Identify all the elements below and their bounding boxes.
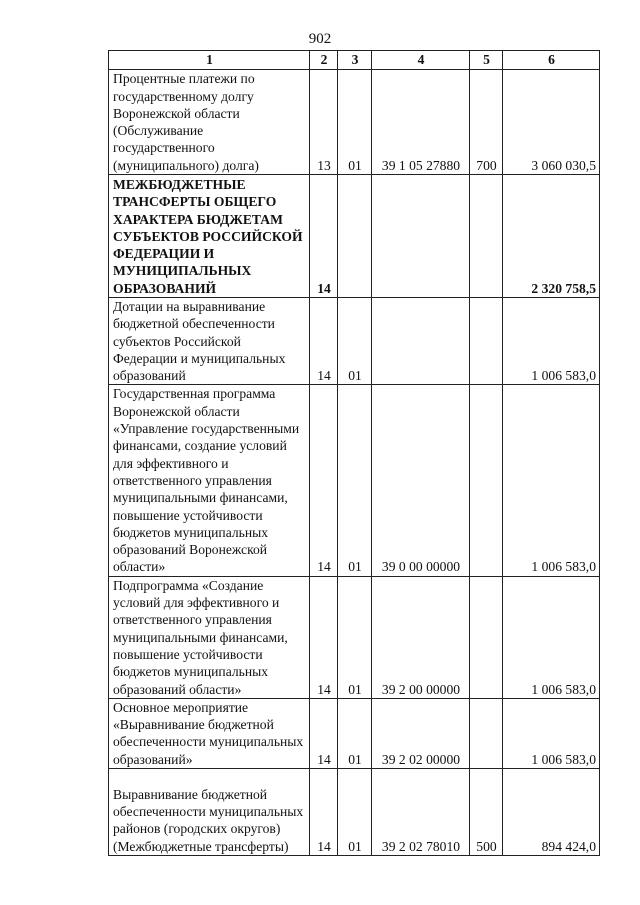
table-row bbox=[109, 385, 600, 576]
row-name: Государственная программа Воронежской области «Управление государственными финансами, создание условий для эффективного и ответственного управления муниципальными финансами, повышение устойчивости бюджетов муниципальных образований Воронежской области» bbox=[109, 385, 310, 576]
header-col-5: 5 bbox=[470, 51, 503, 70]
header-col-4: 4 bbox=[372, 51, 470, 70]
row-expense-type bbox=[470, 698, 503, 768]
table-row bbox=[109, 298, 600, 385]
row-target-article: 39 2 00 00000 bbox=[372, 576, 470, 698]
row-target-article: 39 1 05 27880 bbox=[372, 70, 470, 175]
row-name: Выравнивание бюджетной обеспеченности муниципальных районов (городских округов) (Межбюджетные трансферты) bbox=[109, 769, 310, 856]
row-section: 14 bbox=[310, 769, 338, 856]
row-section: 14 bbox=[310, 298, 338, 385]
row-subsection: 01 bbox=[338, 385, 372, 576]
row-subsection: 01 bbox=[338, 576, 372, 698]
header-col-3: 3 bbox=[338, 51, 372, 70]
table-row bbox=[109, 698, 600, 768]
header-col-2: 2 bbox=[310, 51, 338, 70]
row-section: 14 bbox=[310, 385, 338, 576]
row-name: Подпрограмма «Создание условий для эффективного и ответственного управления муниципальными финансами, повышение устойчивости бюджетов муниципальных образований области» bbox=[109, 576, 310, 698]
row-amount: 1 006 583,0 bbox=[503, 385, 600, 576]
row-amount: 1 006 583,0 bbox=[503, 298, 600, 385]
row-section: 13 bbox=[310, 70, 338, 175]
row-amount: 2 320 758,5 bbox=[503, 175, 600, 298]
row-subsection: 01 bbox=[338, 698, 372, 768]
row-expense-type: 700 bbox=[470, 70, 503, 175]
row-target-article: 39 2 02 78010 bbox=[372, 769, 470, 856]
row-name: МЕЖБЮДЖЕТНЫЕ ТРАНСФЕРТЫ ОБЩЕГО ХАРАКТЕРА БЮДЖЕТАМ СУБЪЕКТОВ РОССИЙСКОЙ ФЕДЕРАЦИИ И МУНИЦИПАЛЬНЫХ ОБРАЗОВАНИЙ bbox=[109, 175, 310, 298]
header-col-6: 6 bbox=[503, 51, 600, 70]
header-col-1: 1 bbox=[109, 51, 310, 70]
row-expense-type bbox=[470, 576, 503, 698]
row-subsection: 01 bbox=[338, 298, 372, 385]
table-row bbox=[109, 175, 600, 298]
table-header-row bbox=[109, 51, 600, 70]
row-section: 14 bbox=[310, 576, 338, 698]
row-section: 14 bbox=[310, 698, 338, 768]
budget-table bbox=[108, 50, 600, 856]
row-expense-type bbox=[470, 298, 503, 385]
row-name: Основное мероприятие «Выравнивание бюджетной обеспеченности муниципальных образований» bbox=[109, 698, 310, 768]
row-subsection bbox=[338, 175, 372, 298]
table-row bbox=[109, 769, 600, 856]
row-subsection: 01 bbox=[338, 70, 372, 175]
row-name: Процентные платежи по государственному долгу Воронежской области (Обслуживание государственного (муниципального) долга) bbox=[109, 70, 310, 175]
row-target-article: 39 0 00 00000 bbox=[372, 385, 470, 576]
page-number: 902 bbox=[308, 31, 332, 47]
row-expense-type bbox=[470, 385, 503, 576]
row-expense-type bbox=[470, 175, 503, 298]
row-name: Дотации на выравнивание бюджетной обеспеченности субъектов Российской Федерации и муниципальных образований bbox=[109, 298, 310, 385]
row-target-article bbox=[372, 175, 470, 298]
row-section: 14 bbox=[310, 175, 338, 298]
row-amount: 894 424,0 bbox=[503, 769, 600, 856]
row-amount: 1 006 583,0 bbox=[503, 576, 600, 698]
row-amount: 1 006 583,0 bbox=[503, 698, 600, 768]
row-target-article: 39 2 02 00000 bbox=[372, 698, 470, 768]
table-row bbox=[109, 576, 600, 698]
table-row bbox=[109, 70, 600, 175]
row-target-article bbox=[372, 298, 470, 385]
row-amount: 3 060 030,5 bbox=[503, 70, 600, 175]
row-expense-type: 500 bbox=[470, 769, 503, 856]
row-subsection: 01 bbox=[338, 769, 372, 856]
